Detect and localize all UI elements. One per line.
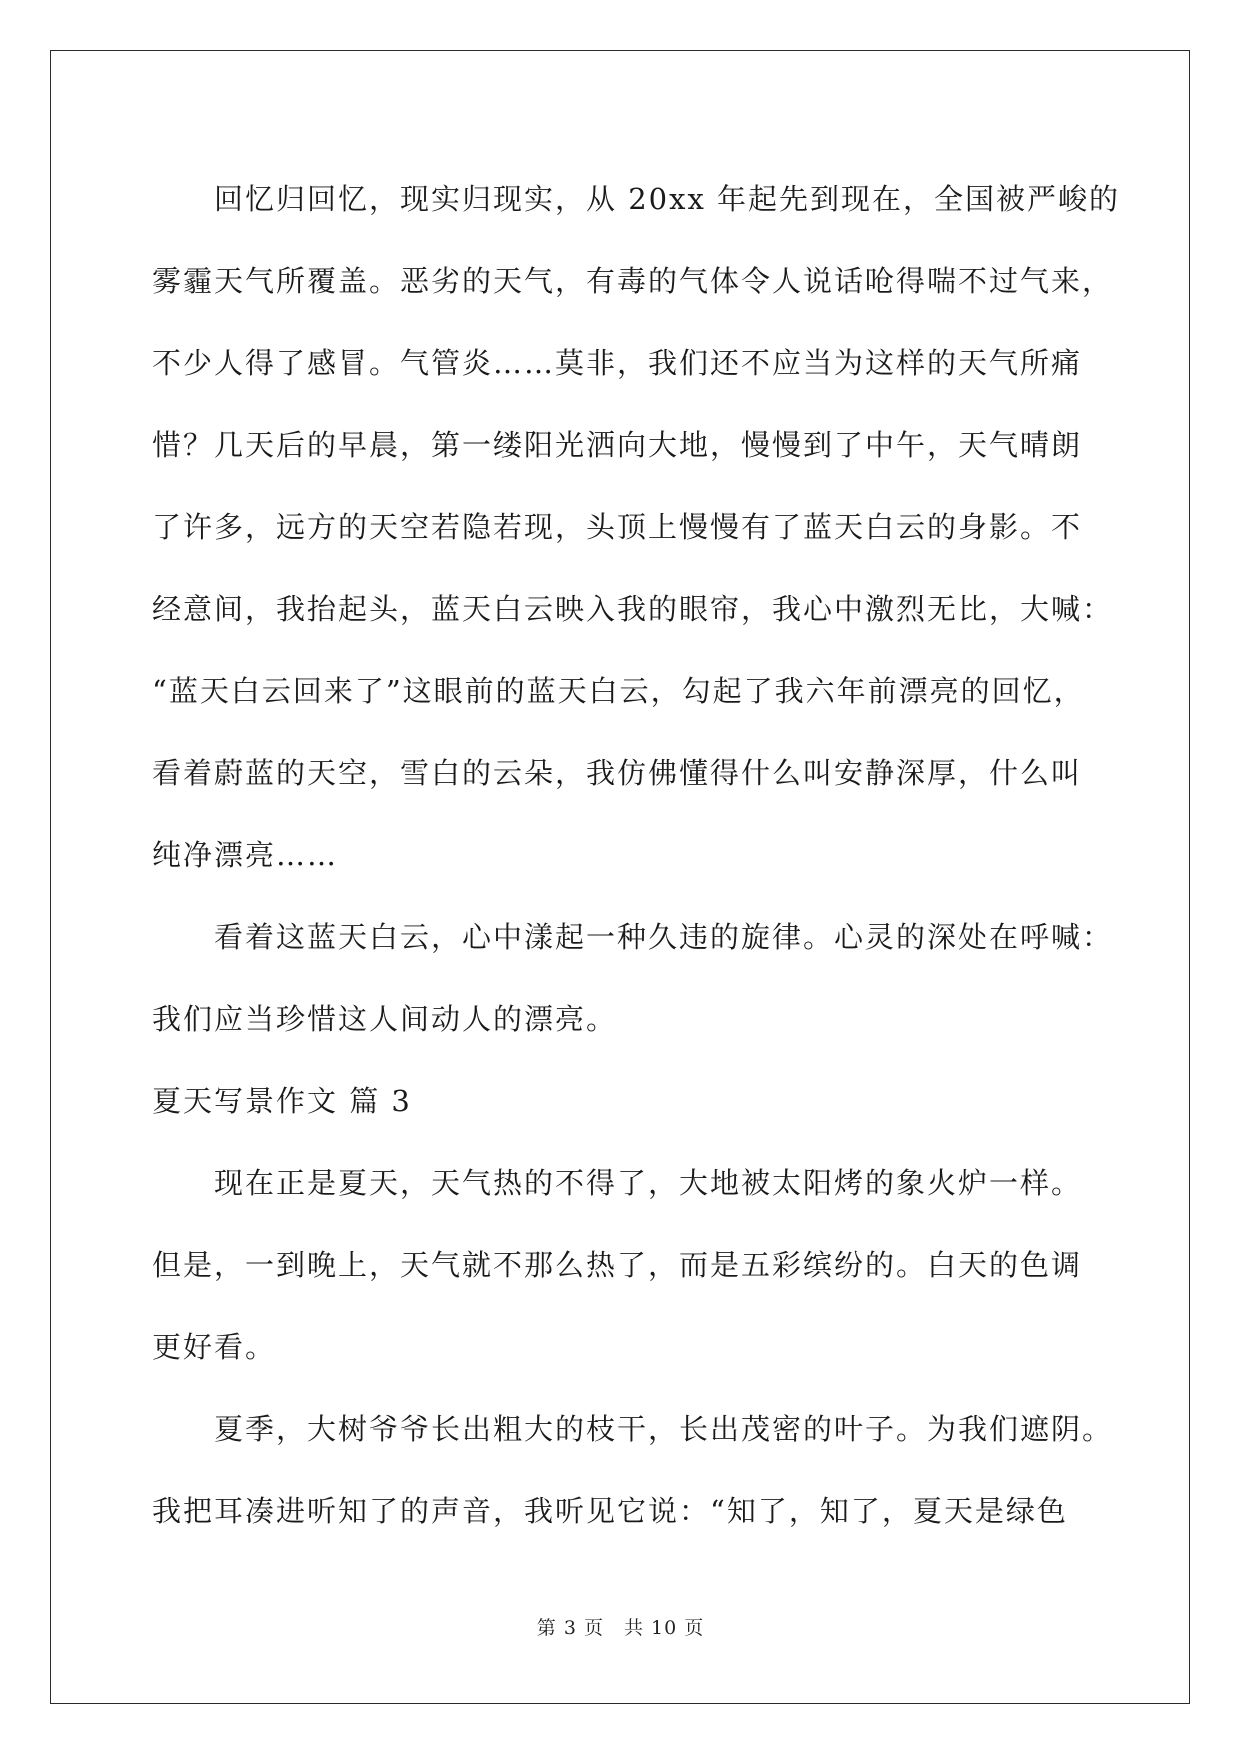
text-line: 看着蔚蓝的天空，雪白的云朵，我仿佛懂得什么叫安静深厚，什么叫: [152, 756, 1083, 790]
paragraph-3: [152, 1142, 1112, 1388]
paragraph-2: [152, 896, 1112, 1060]
text-line: 雾霾天气所覆盖。恶劣的天气，有毒的气体令人说话呛得喘不过气来，: [152, 264, 1114, 298]
text-line: 但是，一到晚上，天气就不那么热了，而是五彩缤纷的。白天的色调: [152, 1248, 1083, 1282]
text-line: 了许多，远方的天空若隐若现，头顶上慢慢有了蓝天白云的身影。不: [152, 510, 1083, 544]
text-line: 惜？几天后的早晨，第一缕阳光洒向大地，慢慢到了中午，天气晴朗: [152, 428, 1083, 462]
text-line: 回忆归回忆，现实归现实，从 20xx 年起先到现在，全国被严峻的: [152, 182, 1121, 216]
text-line: 我们应当珍惜这人间动人的漂亮。: [152, 1002, 618, 1036]
text-line: 不少人得了感冒。气管炎……莫非，我们还不应当为这样的天气所痛: [152, 346, 1083, 380]
paragraph-1: [152, 158, 1121, 896]
text-line: 更好看。: [152, 1330, 277, 1364]
document-body: [152, 158, 1121, 1552]
text-line: 夏季，大树爷爷长出粗大的枝干，长出茂密的叶子。为我们遮阴。: [152, 1412, 1114, 1446]
section-heading: 夏天写景作文 篇 3: [152, 1084, 412, 1118]
paragraph-4: [152, 1388, 1112, 1552]
text-line: 我把耳凑进听知了的声音，我听见它说：“知了，知了，夏天是绿色: [152, 1494, 1068, 1528]
page-number: 第 3 页 共 10 页: [536, 1617, 705, 1639]
text-line: 纯净漂亮……: [152, 838, 339, 872]
text-line: 经意间，我抬起头，蓝天白云映入我的眼帘，我心中激烈无比，大喊：: [152, 592, 1114, 626]
text-line: 现在正是夏天，天气热的不得了，大地被太阳烤的象火炉一样。: [152, 1166, 1083, 1200]
text-line: “蓝天白云回来了”这眼前的蓝天白云，勾起了我六年前漂亮的回忆，: [152, 674, 1085, 708]
text-line: 看着这蓝天白云，心中漾起一种久违的旋律。心灵的深处在呼喊：: [152, 920, 1114, 954]
